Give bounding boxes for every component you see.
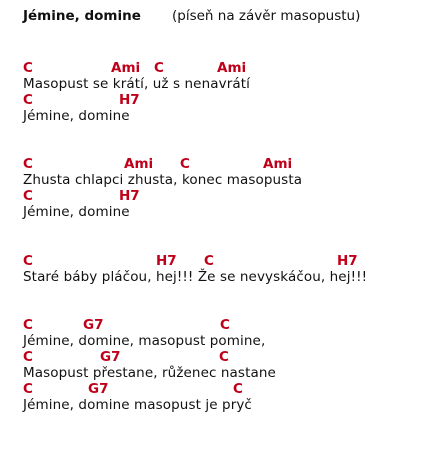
chord-line <box>23 92 438 109</box>
chord: Ami <box>124 156 154 172</box>
chord-line <box>23 381 438 398</box>
chord: C <box>23 92 33 108</box>
chord: C <box>23 317 33 333</box>
chord: C <box>23 188 33 204</box>
chord: H7 <box>337 253 358 269</box>
chord: Ami <box>217 60 247 76</box>
chord: C <box>23 381 33 397</box>
lyric-line: Jémine, domine masopust je pryč <box>23 397 252 413</box>
chord: C <box>154 60 164 76</box>
chord: C <box>180 156 190 172</box>
chord-line <box>23 60 438 77</box>
chord: H7 <box>156 253 177 269</box>
lyric-line: Jémine, domine <box>23 108 130 124</box>
chord: Ami <box>263 156 293 172</box>
lyric-line: Jémine, domine, masopust pomine, <box>23 333 266 349</box>
chord: C <box>23 156 33 172</box>
chord: G7 <box>83 317 104 333</box>
chord-line <box>23 188 438 205</box>
chord: C <box>204 253 214 269</box>
chord: H7 <box>119 188 140 204</box>
chord: H7 <box>119 92 140 108</box>
chord: Ami <box>111 60 141 76</box>
chord: C <box>233 381 243 397</box>
lyric-line: Masopust přestane, růženec nastane <box>23 365 276 381</box>
song-subtitle: (píseň na závěr masopustu) <box>172 8 361 24</box>
chord: C <box>220 317 230 333</box>
chord-line <box>23 156 438 173</box>
chord: C <box>23 253 33 269</box>
lyric-line: Staré báby pláčou, hej!!! Že se nevyskáčou, hej!!! <box>23 269 368 285</box>
chord: C <box>23 60 33 76</box>
lyric-line: Jémine, domine <box>23 204 130 220</box>
chord: G7 <box>100 349 121 365</box>
chord-line <box>23 253 438 270</box>
chord-line <box>23 317 438 334</box>
chord: G7 <box>88 381 109 397</box>
chord-line <box>23 349 438 366</box>
chord: C <box>219 349 229 365</box>
lyric-line: Zhusta chlapci zhusta, konec masopusta <box>23 172 303 188</box>
song-title: Jémine, domine <box>23 8 141 24</box>
lyric-line: Masopust se krátí, už s nenavrátí <box>23 76 250 92</box>
chord: C <box>23 349 33 365</box>
